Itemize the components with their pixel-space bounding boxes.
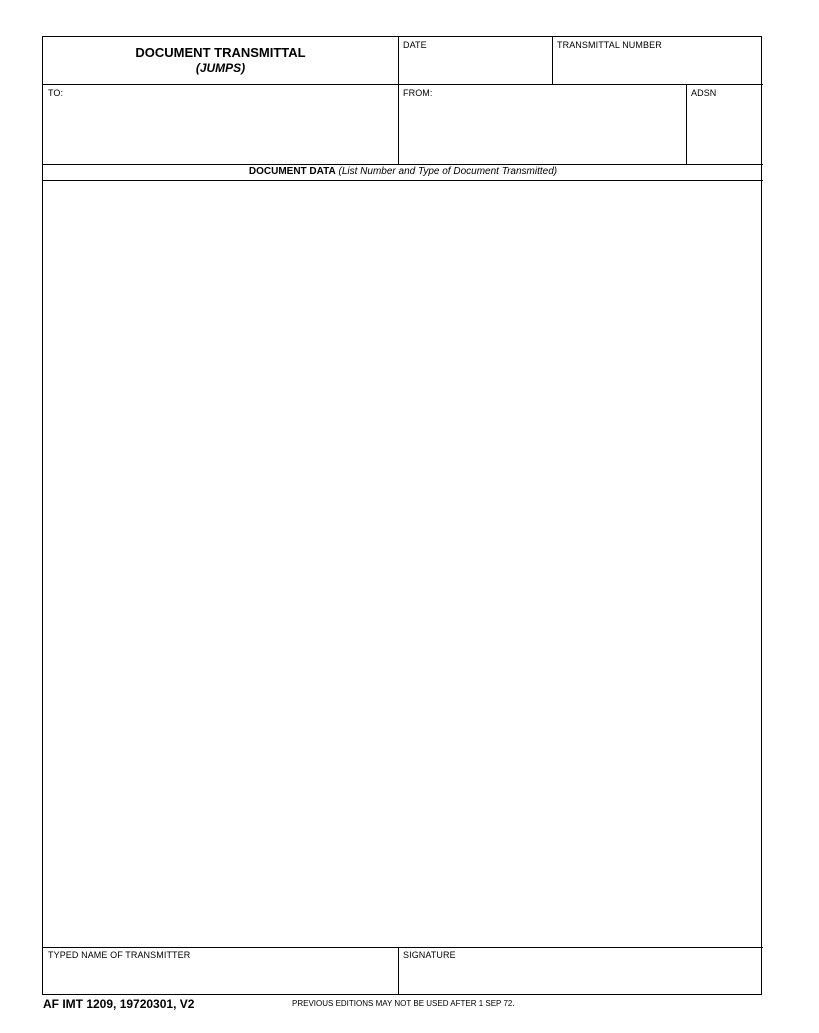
transmittal-form <box>42 36 762 995</box>
document-data-title: DOCUMENT DATA <box>248 166 336 177</box>
adsn-label: ADSN <box>691 88 717 98</box>
transmittal-number-field[interactable] <box>552 37 763 85</box>
date-field[interactable] <box>398 37 552 85</box>
form-subtitle: (JUMPS) <box>195 61 246 75</box>
document-data-note: (List Number and Type of Document Transmitted) <box>338 166 558 177</box>
signature-field[interactable] <box>398 947 763 995</box>
transmittal-number-label: TRANSMITTAL NUMBER <box>557 40 662 50</box>
date-label: DATE <box>403 40 427 50</box>
editions-note: PREVIOUS EDITIONS MAY NOT BE USED AFTER 1 SEP 72. <box>292 999 515 1008</box>
typed-name-field[interactable] <box>43 947 398 995</box>
to-label: TO: <box>48 88 64 98</box>
typed-name-label: TYPED NAME OF TRANSMITTER <box>48 950 191 960</box>
signature-label: SIGNATURE <box>403 950 456 960</box>
form-id: AF IMT 1209, 19720301, V2 <box>43 997 195 1011</box>
to-field[interactable] <box>43 85 398 165</box>
adsn-field[interactable] <box>686 85 763 165</box>
document-data-header <box>43 166 763 177</box>
from-label: FROM: <box>403 88 433 98</box>
divider <box>43 164 763 165</box>
form-title: DOCUMENT TRANSMITTAL <box>135 45 306 60</box>
document-data-area[interactable] <box>43 181 763 947</box>
from-field[interactable] <box>398 85 686 165</box>
